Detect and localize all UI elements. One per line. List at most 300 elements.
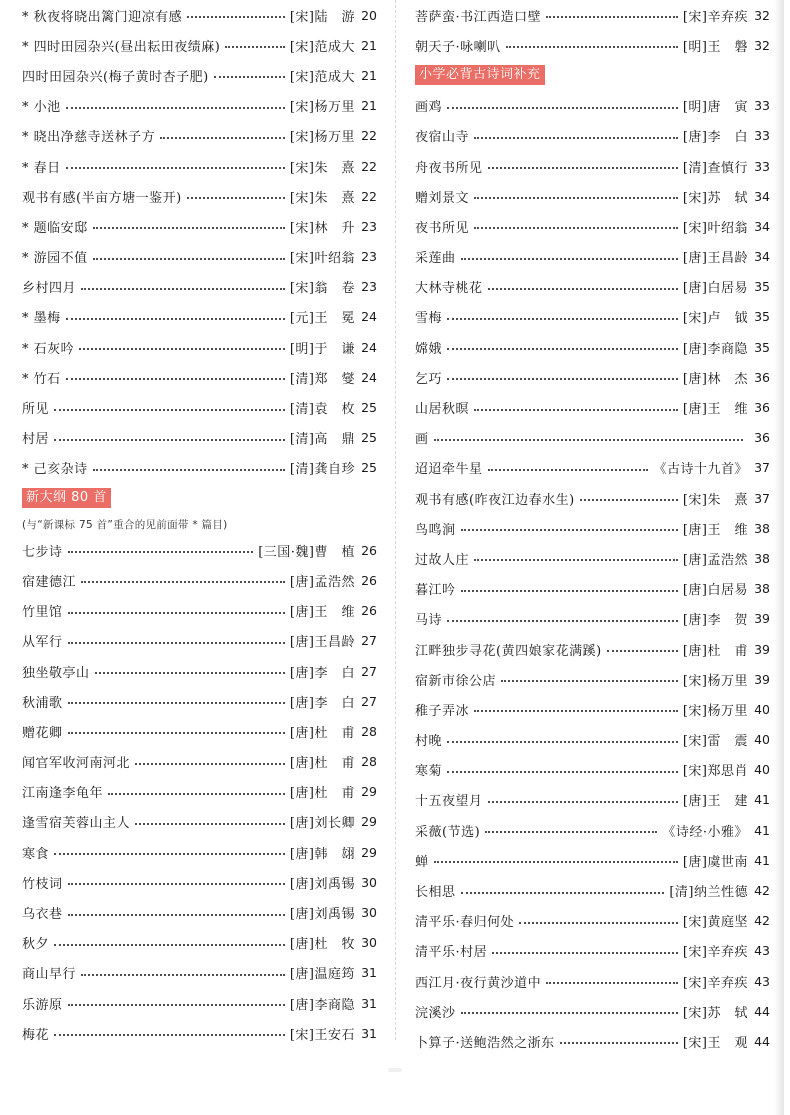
dot-leader [95, 672, 285, 674]
dot-leader [488, 167, 678, 169]
toc-entry[interactable] [415, 362, 770, 392]
toc-entry-title: * 春日 [22, 160, 61, 176]
dot-leader [447, 107, 678, 109]
dot-leader [461, 529, 678, 531]
toc-entry-author: [清]高 鼎 [289, 432, 355, 448]
toc-entry-title: 江南逢李龟年 [22, 786, 104, 802]
toc-entry-title: 商山早行 [22, 967, 77, 983]
toc-entry-title: 大林寺桃花 [415, 281, 483, 297]
toc-entry-author: [唐]白居易 [682, 281, 748, 297]
toc-entry-page: 41 [754, 792, 770, 808]
toc-entry-author: [唐]刘禹锡 [289, 907, 355, 923]
toc-entry-title: 长相思 [415, 885, 456, 901]
dot-leader [66, 378, 285, 380]
toc-entry[interactable] [22, 716, 377, 746]
dot-leader [447, 771, 678, 773]
dot-leader [461, 1012, 678, 1014]
toc-entry[interactable] [415, 121, 770, 151]
toc-entry-author: [宋]苏 轼 [682, 190, 748, 206]
toc-entry[interactable] [22, 928, 377, 958]
toc-entry-author: [宋]陆 游 [289, 9, 355, 25]
dot-leader [474, 227, 678, 229]
toc-entry-page: 26 [361, 603, 377, 619]
toc-entry-page: 35 [754, 309, 770, 325]
toc-entry[interactable] [22, 656, 377, 686]
toc-entry[interactable] [415, 966, 770, 996]
toc-entry[interactable] [415, 392, 770, 422]
toc-entry-title: * 游园不值 [22, 251, 88, 267]
toc-entry[interactable] [415, 302, 770, 332]
dot-leader [519, 922, 678, 924]
dot-leader [187, 16, 285, 18]
page-footer-mark [388, 1068, 402, 1072]
toc-entry-page: 31 [361, 965, 377, 981]
toc-entry-author: [唐]杜 牧 [289, 937, 355, 953]
toc-entry-author: [宋]杨万里 [682, 673, 748, 689]
toc-entry[interactable] [415, 815, 770, 845]
toc-entry[interactable] [415, 694, 770, 724]
dot-leader [447, 318, 678, 320]
toc-entry-page: 33 [754, 98, 770, 114]
toc-entry[interactable] [415, 91, 770, 121]
toc-entry[interactable] [415, 332, 770, 362]
toc-entry-page: 23 [361, 249, 377, 265]
toc-entry-title: 舟夜书所见 [415, 160, 483, 176]
toc-entry[interactable] [415, 604, 770, 634]
toc-entry-title: 蝉 [415, 854, 429, 870]
toc-entry-page: 28 [361, 723, 377, 739]
toc-entry-page: 43 [754, 973, 770, 989]
toc-entry-author: [唐]王 维 [289, 605, 355, 621]
toc-entry-title: 山居秋暝 [415, 402, 470, 418]
dot-leader [108, 793, 285, 795]
toc-entry[interactable] [22, 807, 377, 837]
dot-leader [447, 620, 678, 622]
dot-leader [560, 1042, 678, 1044]
toc-list-left-b [22, 535, 377, 1048]
toc-entry-title: 村晚 [415, 734, 443, 750]
toc-entry-author: [唐]白居易 [682, 583, 748, 599]
toc-entry-page: 28 [361, 754, 377, 770]
toc-entry-page: 42 [754, 913, 770, 929]
toc-entry[interactable] [415, 211, 770, 241]
toc-entry-page: 32 [754, 37, 770, 53]
toc-entry-page: 39 [754, 611, 770, 627]
toc-entry-title: 雪梅 [415, 311, 443, 327]
dot-leader [93, 469, 285, 471]
toc-entry[interactable] [415, 755, 770, 785]
toc-entry[interactable] [415, 453, 770, 483]
toc-entry-author: [宋]王安石 [289, 1027, 355, 1043]
toc-entry[interactable] [415, 845, 770, 875]
toc-entry-title: 寒食 [22, 846, 50, 862]
dot-leader [81, 581, 285, 583]
toc-entry-page: 40 [754, 701, 770, 717]
toc-entry[interactable] [415, 725, 770, 755]
dot-leader [187, 197, 285, 199]
toc-entry-page: 44 [754, 1003, 770, 1019]
toc-entry[interactable] [22, 535, 377, 565]
toc-entry[interactable] [22, 958, 377, 988]
toc-entry-page: 21 [361, 67, 377, 83]
toc-entry-page: 38 [754, 550, 770, 566]
toc-entry-author: [宋]郑思肖 [682, 764, 748, 780]
toc-entry[interactable] [415, 181, 770, 211]
toc-entry-title: 乡村四月 [22, 281, 77, 297]
toc-entry[interactable] [22, 596, 377, 626]
toc-entry[interactable] [22, 272, 377, 302]
toc-entry[interactable] [415, 664, 770, 694]
toc-entry-title: 采莲曲 [415, 251, 456, 267]
dot-leader [81, 974, 285, 976]
dot-leader [68, 883, 285, 885]
dot-leader [474, 137, 678, 139]
section-heading-new-syllabus [22, 483, 377, 513]
toc-entry-author: [清]纳兰性德 [669, 885, 748, 901]
dot-leader [474, 409, 678, 411]
toc-entry-page: 20 [361, 7, 377, 23]
toc-entry[interactable] [22, 362, 377, 392]
toc-entry[interactable] [22, 897, 377, 927]
toc-entry-title: 稚子弄冰 [415, 703, 470, 719]
dot-leader [214, 76, 285, 78]
dot-leader [68, 914, 285, 916]
toc-entry-page: 39 [754, 641, 770, 657]
toc-entry[interactable] [415, 936, 770, 966]
dot-leader [68, 1004, 285, 1006]
toc-entry[interactable] [415, 242, 770, 272]
toc-entry[interactable] [415, 634, 770, 664]
toc-entry-title: * 小池 [22, 100, 61, 116]
toc-entry[interactable] [22, 151, 377, 181]
toc-entry[interactable] [22, 392, 377, 422]
toc-entry-author: [元]王 冕 [289, 311, 355, 327]
toc-entry-author: [唐]李 白 [289, 665, 355, 681]
toc-entry-title: * 秋夜将晓出篱门迎凉有感 [22, 9, 183, 25]
toc-entry-title: 画 [415, 432, 429, 448]
toc-entry[interactable] [22, 626, 377, 656]
toc-entry-page: 29 [361, 784, 377, 800]
toc-entry-title: 嫦娥 [415, 341, 443, 357]
toc-entry-title: 过故人庄 [415, 552, 470, 568]
toc-entry[interactable] [415, 543, 770, 573]
toc-entry-page: 36 [754, 400, 770, 416]
dot-leader [461, 892, 665, 894]
dot-leader [492, 952, 678, 954]
toc-entry-title: 秋浦歌 [22, 695, 63, 711]
dot-leader [54, 439, 285, 441]
toc-entry-page: 21 [361, 37, 377, 53]
toc-entry-page: 43 [754, 943, 770, 959]
toc-entry[interactable] [22, 423, 377, 453]
toc-list-right-a [415, 0, 770, 60]
dot-leader [81, 288, 285, 290]
toc-entry-author: 《古诗十九首》 [653, 462, 748, 478]
toc-entry-title: 寒菊 [415, 764, 443, 780]
toc-entry-page: 35 [754, 339, 770, 355]
dot-leader [68, 551, 254, 553]
toc-entry-author: [明]于 谦 [289, 341, 355, 357]
toc-entry-author: [唐]李商隐 [682, 341, 748, 357]
toc-entry-author: [三国·魏]曹 植 [258, 544, 355, 560]
toc-entry-title: 观书有感(半亩方塘一鉴开) [22, 190, 182, 206]
dot-leader [93, 227, 285, 229]
dot-leader [66, 318, 285, 320]
toc-entry-title: 赠刘景文 [415, 190, 470, 206]
toc-entry-page: 22 [361, 188, 377, 204]
toc-entry[interactable] [22, 242, 377, 272]
toc-entry[interactable] [22, 211, 377, 241]
dot-leader [546, 16, 678, 18]
toc-entry[interactable] [22, 1018, 377, 1048]
section-heading-label: 小学必背古诗词补充 [415, 65, 545, 85]
toc-entry-page: 36 [754, 369, 770, 385]
dot-leader [135, 823, 285, 825]
toc-entry[interactable] [415, 1026, 770, 1056]
toc-entry-author: [唐]韩 翃 [289, 846, 355, 862]
dot-leader [447, 378, 678, 380]
toc-entry-author: [宋]雷 震 [682, 734, 748, 750]
toc-entry-page: 34 [754, 218, 770, 234]
toc-entry-page: 26 [361, 542, 377, 558]
toc-entry-author: [宋]范成大 [289, 69, 355, 85]
toc-entry-page: 29 [361, 844, 377, 860]
dot-leader [68, 702, 285, 704]
toc-entry-title: 乐游原 [22, 997, 63, 1013]
toc-entry-author: [宋]杨万里 [682, 703, 748, 719]
toc-entry[interactable] [22, 302, 377, 332]
toc-entry-page: 27 [361, 633, 377, 649]
dot-leader [54, 944, 285, 946]
toc-entry-title: 乌衣巷 [22, 907, 63, 923]
toc-entry-page: 37 [754, 460, 770, 476]
toc-entry-page: 31 [361, 995, 377, 1011]
dot-leader [488, 469, 649, 471]
page-edge-shadow [774, 0, 784, 1115]
toc-entry[interactable] [415, 785, 770, 815]
toc-entry[interactable] [22, 867, 377, 897]
toc-entry-page: 30 [361, 874, 377, 890]
toc-entry-author: [宋]辛弃疾 [682, 945, 748, 961]
toc-entry-author: [宋]朱 熹 [682, 492, 748, 508]
toc-entry-author: [宋]黄庭坚 [682, 915, 748, 931]
toc-entry-title: 迢迢牵牛星 [415, 462, 483, 478]
toc-entry-page: 33 [754, 158, 770, 174]
toc-entry-title: * 晓出净慈寺送林子方 [22, 130, 156, 146]
toc-entry-author: [明]唐 寅 [682, 100, 748, 116]
toc-entry[interactable] [22, 453, 377, 483]
toc-entry-page: 25 [361, 400, 377, 416]
toc-entry-title: 清平乐·村居 [415, 945, 488, 961]
toc-right-column [415, 0, 770, 1057]
toc-entry-page: 25 [361, 430, 377, 446]
toc-entry[interactable] [415, 483, 770, 513]
dot-leader [447, 741, 678, 743]
toc-entry[interactable] [415, 272, 770, 302]
toc-entry-title: 宿新市徐公店 [415, 673, 497, 689]
toc-entry-page: 32 [754, 7, 770, 23]
toc-entry-title: 画鸡 [415, 100, 443, 116]
toc-entry-title: 夜书所见 [415, 220, 470, 236]
toc-entry-page: 21 [361, 98, 377, 114]
toc-entry-author: [唐]杜 甫 [289, 756, 355, 772]
toc-entry-author: [宋]叶绍翁 [289, 251, 355, 267]
toc-entry-author: [宋]苏 轼 [682, 1005, 748, 1021]
toc-entry-title: 观书有感(昨夜江边春水生) [415, 492, 575, 508]
toc-entry-title: 夜宿山寺 [415, 130, 470, 146]
toc-entry-author: [唐]温庭筠 [289, 967, 355, 983]
toc-entry[interactable] [415, 30, 770, 60]
toc-entry-page: 22 [361, 158, 377, 174]
toc-entry[interactable] [22, 988, 377, 1018]
toc-entry-title: 十五夜望月 [415, 794, 483, 810]
toc-entry-page: 34 [754, 249, 770, 265]
toc-entry[interactable] [22, 837, 377, 867]
toc-entry-page: 35 [754, 279, 770, 295]
toc-entry-page: 34 [754, 188, 770, 204]
dot-leader [434, 861, 678, 863]
section-note: (与“新课标 75 首”重合的见前面带 * 篇目) [22, 518, 228, 531]
toc-entry-author: [唐]林 杰 [682, 371, 748, 387]
toc-entry-title: 乞巧 [415, 371, 443, 387]
toc-entry-author: [唐]李 白 [289, 695, 355, 711]
dot-leader [461, 258, 678, 260]
toc-entry-page: 23 [361, 279, 377, 295]
toc-list-right-b [415, 91, 770, 1057]
toc-entry-title: 鸟鸣涧 [415, 522, 456, 538]
toc-entry[interactable] [22, 60, 377, 90]
toc-entry-title: 梅花 [22, 1027, 50, 1043]
toc-entry[interactable] [415, 906, 770, 936]
toc-entry-page: 37 [754, 490, 770, 506]
dot-leader [66, 167, 285, 169]
toc-entry-title: 宿建德江 [22, 574, 77, 590]
toc-entry-title: 从军行 [22, 635, 63, 651]
toc-entry-author: [宋]朱 熹 [289, 160, 355, 176]
toc-entry-title: 逢雪宿芙蓉山主人 [22, 816, 131, 832]
toc-entry[interactable] [415, 513, 770, 543]
toc-entry-page: 24 [361, 309, 377, 325]
toc-entry-title: 七步诗 [22, 544, 63, 560]
toc-entry-page: 26 [361, 572, 377, 588]
toc-entry[interactable] [22, 181, 377, 211]
toc-entry-author: [唐]杜 甫 [289, 786, 355, 802]
toc-entry-author: [清]查慎行 [682, 160, 748, 176]
toc-entry-author: [唐]李商隐 [289, 997, 355, 1013]
toc-entry[interactable] [415, 151, 770, 181]
toc-entry-page: 24 [361, 339, 377, 355]
toc-entry-page: 36 [754, 430, 770, 446]
toc-entry-page: 29 [361, 814, 377, 830]
toc-entry-page: 42 [754, 883, 770, 899]
toc-entry[interactable] [22, 777, 377, 807]
toc-entry-title: 所见 [22, 402, 50, 418]
toc-entry-author: [清]郑 燮 [289, 371, 355, 387]
toc-entry-page: 30 [361, 935, 377, 951]
toc-entry-author: [清]龚自珍 [289, 462, 355, 478]
toc-entry[interactable] [415, 875, 770, 905]
dot-leader [79, 348, 285, 350]
toc-entry[interactable] [22, 121, 377, 151]
toc-entry[interactable] [415, 574, 770, 604]
dot-leader [434, 439, 743, 441]
toc-entry[interactable] [415, 423, 770, 453]
dot-leader [546, 982, 678, 984]
toc-entry-author: [唐]孟浩然 [289, 574, 355, 590]
toc-entry[interactable] [22, 0, 377, 30]
toc-entry-author: [宋]杨万里 [289, 130, 355, 146]
toc-entry-page: 23 [361, 218, 377, 234]
toc-entry-author: [明]王 磐 [682, 39, 748, 55]
column-divider [395, 0, 396, 1040]
toc-entry-page: 41 [754, 852, 770, 868]
toc-entry-title: 菩萨蛮·书江西造口壁 [415, 9, 542, 25]
dot-leader [68, 612, 285, 614]
dot-leader [447, 348, 678, 350]
dot-leader [488, 801, 678, 803]
dot-leader [580, 499, 678, 501]
toc-entry-author: 《诗经·小雅》 [662, 824, 748, 840]
section-heading-label: 新大纲 80 首 [22, 488, 111, 508]
toc-entry-title: 采薇(节选) [415, 824, 481, 840]
toc-entry[interactable] [22, 686, 377, 716]
dot-leader [607, 650, 678, 652]
dot-leader [54, 409, 285, 411]
toc-entry[interactable] [415, 996, 770, 1026]
toc-entry-author: [宋]辛弃疾 [682, 975, 748, 991]
dot-leader [488, 288, 678, 290]
toc-entry-author: [唐]刘长卿 [289, 816, 355, 832]
toc-entry-title: 马诗 [415, 613, 443, 629]
toc-entry-author: [宋]叶绍翁 [682, 220, 748, 236]
toc-entry[interactable] [22, 30, 377, 60]
toc-list-left-a [22, 0, 377, 483]
toc-entry-title: 卜算子·送鲍浩然之浙东 [415, 1035, 555, 1051]
toc-entry-page: 38 [754, 581, 770, 597]
dot-leader [93, 258, 285, 260]
toc-entry-author: [宋]朱 熹 [289, 190, 355, 206]
toc-entry[interactable] [22, 332, 377, 362]
toc-entry[interactable] [22, 91, 377, 121]
toc-entry-title: 竹枝词 [22, 876, 63, 892]
toc-entry-title: 秋夕 [22, 937, 50, 953]
toc-entry-title: * 石灰吟 [22, 341, 75, 357]
toc-entry-page: 40 [754, 762, 770, 778]
toc-entry[interactable] [22, 565, 377, 595]
toc-entry-page: 33 [754, 128, 770, 144]
toc-entry-author: [宋]翁 卷 [289, 281, 355, 297]
toc-entry-page: 24 [361, 369, 377, 385]
dot-leader [501, 680, 678, 682]
dot-leader [506, 46, 678, 48]
toc-entry-title: 朝天子·咏喇叭 [415, 39, 501, 55]
toc-entry-title: * 四时田园杂兴(昼出耘田夜绩麻) [22, 39, 221, 55]
dot-leader [68, 732, 285, 734]
toc-entry-title: 清平乐·春归何处 [415, 915, 515, 931]
toc-entry-author: [唐]李 白 [682, 130, 748, 146]
toc-entry-title: 浣溪沙 [415, 1005, 456, 1021]
toc-entry-title: 暮江吟 [415, 583, 456, 599]
toc-entry-author: [唐]王昌龄 [682, 251, 748, 267]
toc-entry-title: 竹里馆 [22, 605, 63, 621]
toc-entry[interactable] [22, 747, 377, 777]
toc-entry-author: [宋]卢 钺 [682, 311, 748, 327]
toc-entry-author: [唐]刘禹锡 [289, 876, 355, 892]
toc-entry-title: 赠花卿 [22, 725, 63, 741]
toc-entry-author: [唐]杜 甫 [289, 725, 355, 741]
toc-entry-author: [唐]杜 甫 [682, 643, 748, 659]
toc-entry[interactable] [415, 0, 770, 30]
